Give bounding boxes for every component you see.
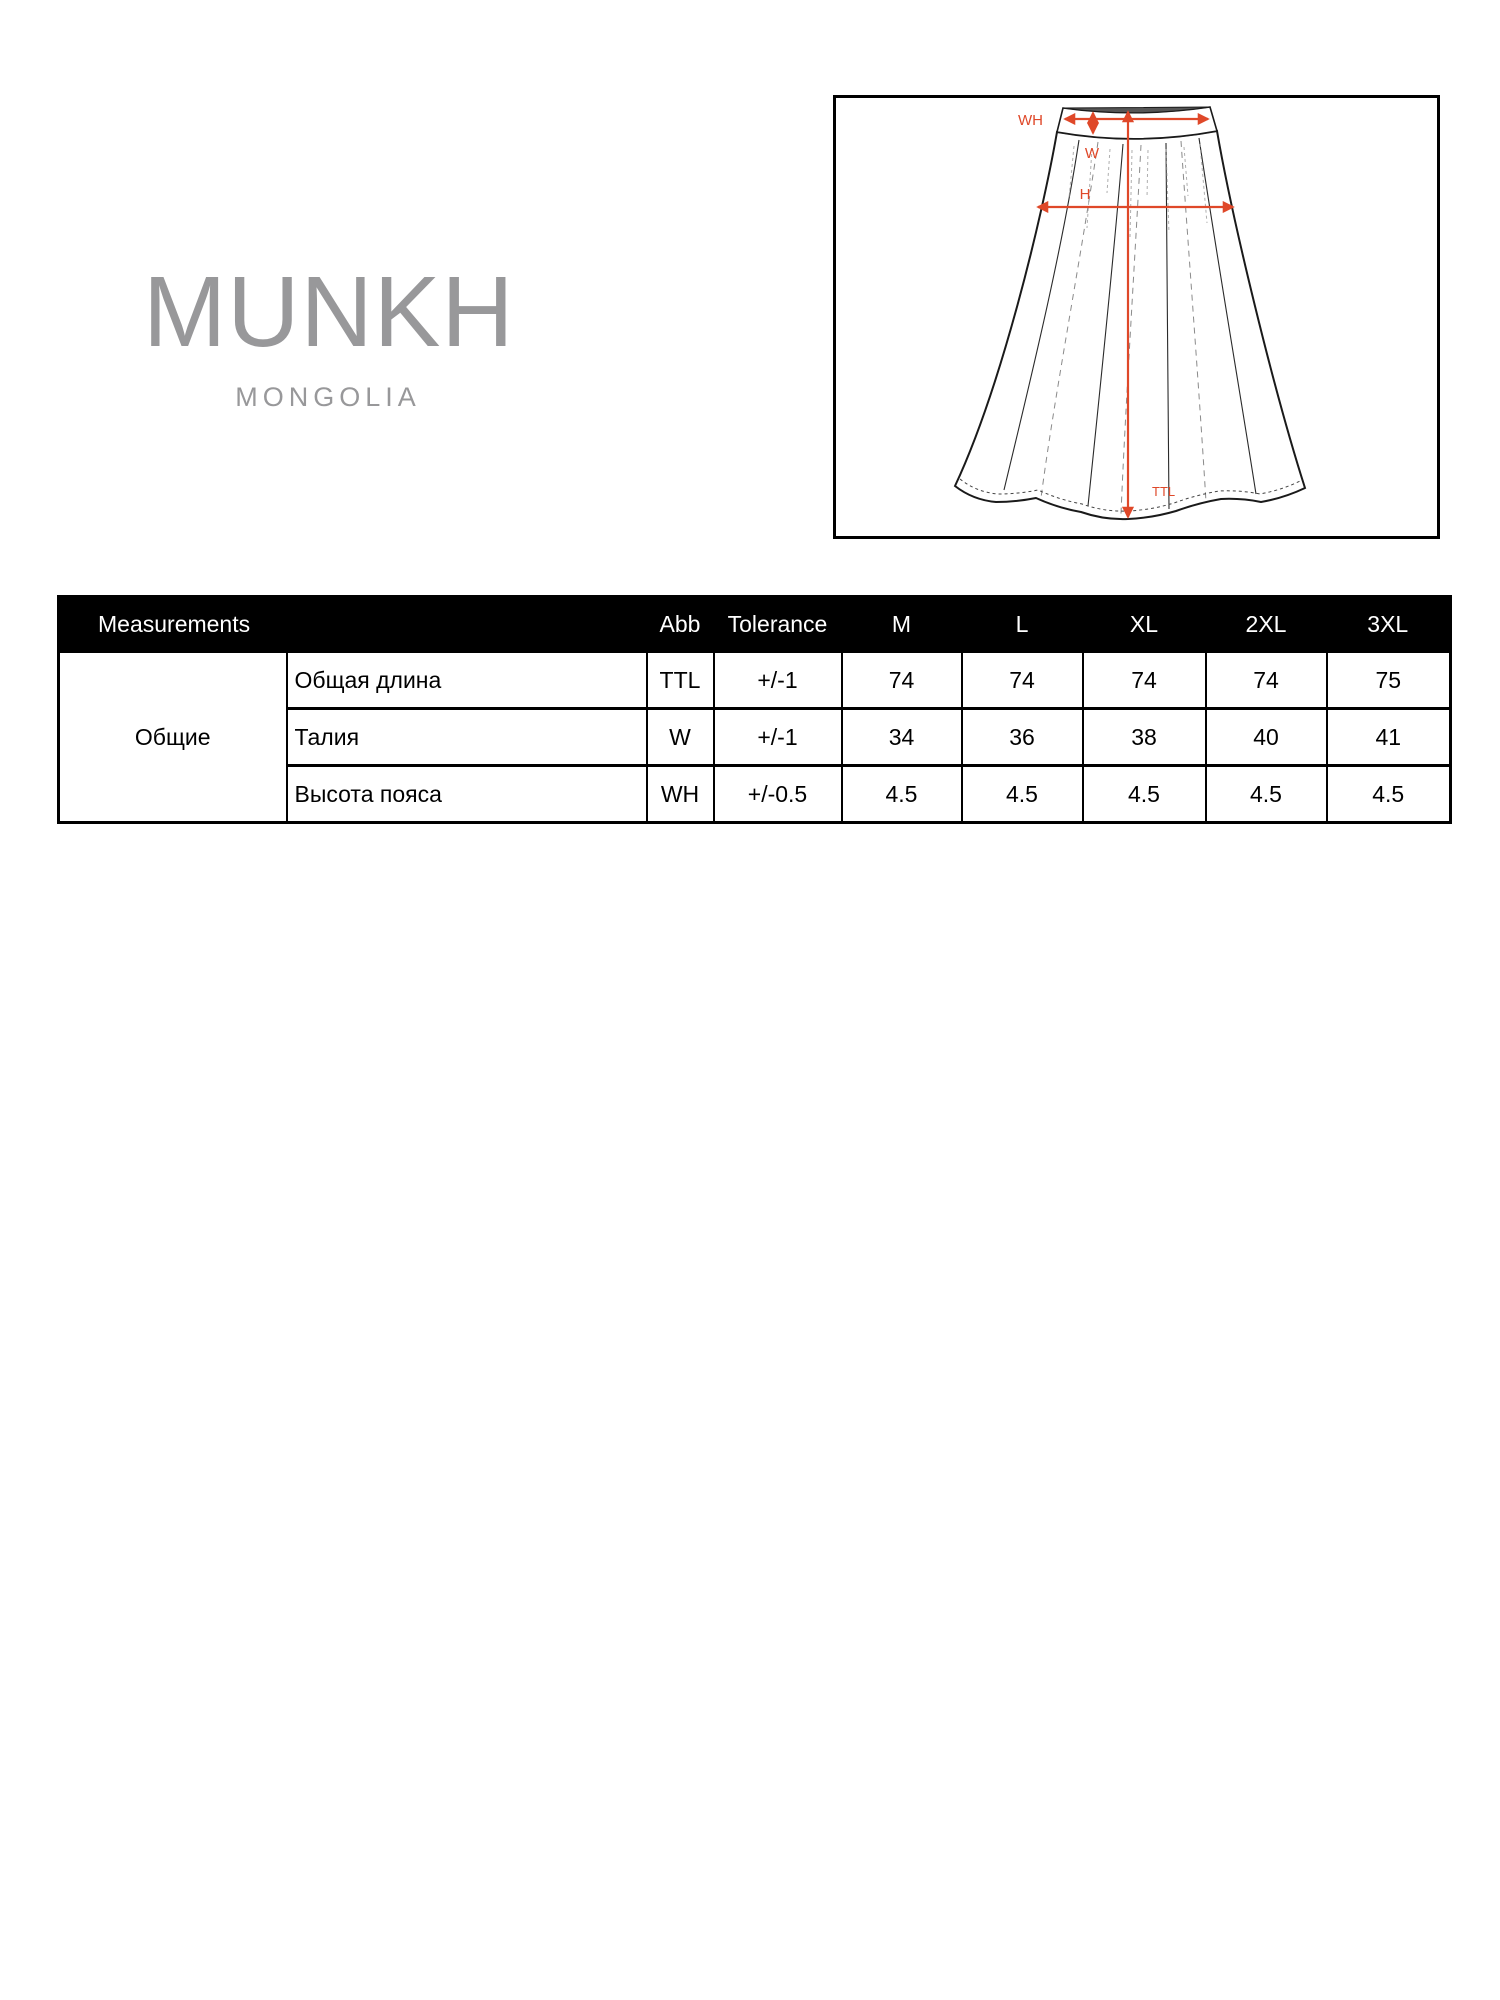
table-row [59,652,1451,709]
size-header-3xl: 3XL [1327,597,1451,652]
tolerance-cell: +/-1 [714,709,842,766]
measurement-name-cell: Общая длина [287,652,647,709]
table-header-row [59,597,1451,652]
brand-logo [143,256,515,413]
value-cell: 4.5 [1083,766,1206,823]
value-cell: 41 [1327,709,1451,766]
wh-label: WH [1018,112,1043,129]
abb-cell: TTL [647,652,714,709]
abb-header: Abb [647,597,714,652]
w-label: W [1084,145,1100,162]
tolerance-cell: +/-1 [714,652,842,709]
size-header-2xl: 2XL [1206,597,1327,652]
measurement-table [57,595,1452,824]
measurement-name-cell: Высота пояса [287,766,647,823]
value-cell: 4.5 [962,766,1083,823]
brand-name: MUNKH [143,256,515,368]
value-cell: 74 [842,652,962,709]
value-cell: 74 [1206,652,1327,709]
value-cell: 74 [962,652,1083,709]
brand-subtitle: MONGOLIA [235,382,421,412]
size-header-xl: XL [1083,597,1206,652]
h-label: H [1079,186,1091,203]
tolerance-header: Tolerance [714,597,842,652]
skirt-outline [955,131,1305,519]
measurements-header: Measurements [59,597,647,652]
ttl-label: TTL [1152,484,1176,499]
measurement-name-cell: Талия [287,709,647,766]
abb-cell: W [647,709,714,766]
value-cell: 34 [842,709,962,766]
value-cell: 4.5 [1206,766,1327,823]
value-cell: 75 [1327,652,1451,709]
value-cell: 36 [962,709,1083,766]
skirt-diagram-box [833,95,1440,539]
value-cell: 4.5 [842,766,962,823]
value-cell: 38 [1083,709,1206,766]
size-header-m: M [842,597,962,652]
value-cell: 40 [1206,709,1327,766]
abb-cell: WH [647,766,714,823]
size-header-l: L [962,597,1083,652]
skirt-diagram [836,98,1437,536]
tolerance-cell: +/-0.5 [714,766,842,823]
group-label-cell: Общие [59,652,287,823]
value-cell: 74 [1083,652,1206,709]
value-cell: 4.5 [1327,766,1451,823]
